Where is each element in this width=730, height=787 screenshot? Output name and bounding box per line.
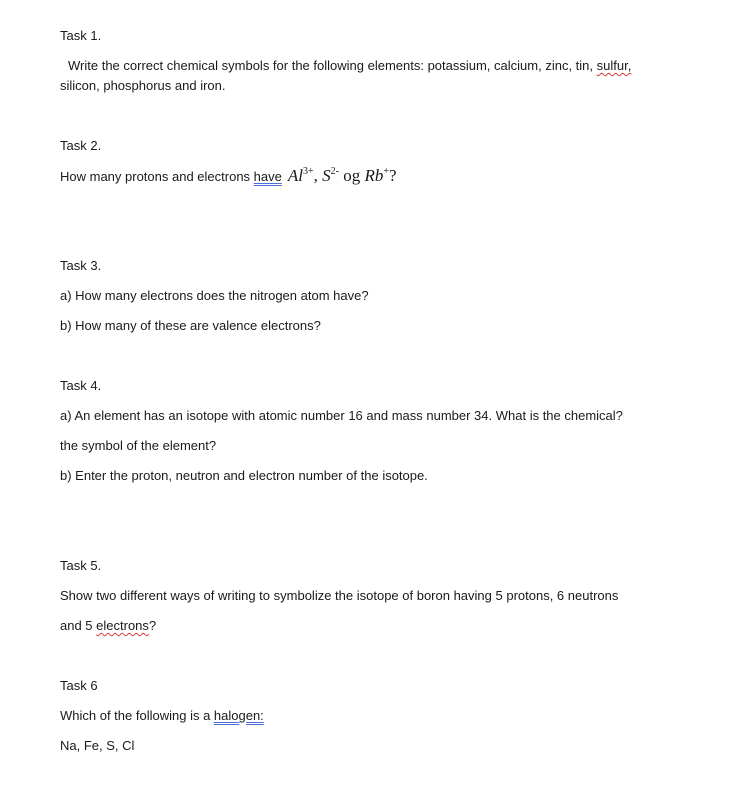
- spellcheck-flag-electrons: electrons: [96, 618, 149, 633]
- task2-question: [60, 166, 397, 187]
- task1-heading: Task 1.: [60, 28, 102, 43]
- task5-text-line2: [60, 618, 156, 634]
- ion-s-charge: 2-: [330, 166, 339, 177]
- ion-formula: [288, 166, 397, 185]
- task4-question-a-continued: the symbol of the element?: [60, 438, 217, 453]
- formula-separator: ,: [313, 166, 323, 185]
- task4-question-b: b) Enter the proton, neutron and electron number of the isotope.: [60, 468, 428, 483]
- ion-rb-symbol: Rb: [364, 166, 384, 185]
- grammar-flag-halogen: halogen:: [213, 708, 264, 723]
- formula-question-mark: ?: [388, 166, 397, 185]
- task2-heading: Task 2.: [60, 138, 102, 153]
- task6-question-text: Which of the following is a: [60, 708, 214, 723]
- task1-text-line1: [68, 58, 631, 74]
- task3-question-b: b) How many of these are valence electrons?: [60, 318, 321, 333]
- task4-question-a: a) An element has an isotope with atomic number 16 and mass number 34. What is the chemical?: [60, 408, 623, 423]
- ion-s-symbol: S: [322, 166, 331, 185]
- task2-question-text: How many protons and electrons: [60, 169, 254, 184]
- formula-conjunction: og: [338, 166, 365, 185]
- task6-question: [60, 708, 264, 724]
- task6-options: Na, Fe, S, Cl: [60, 738, 135, 753]
- task1-text: Write the correct chemical symbols for the following elements: potassium, calcium, zinc, tin,: [68, 58, 597, 73]
- task3-heading: Task 3.: [60, 258, 102, 273]
- ion-rb-charge: +: [383, 166, 389, 177]
- task5-question-mark: ?: [148, 618, 157, 633]
- task5-text: and 5: [60, 618, 97, 633]
- ion-al-symbol: Al: [287, 166, 303, 185]
- ion-al-charge: 3+: [302, 166, 314, 177]
- grammar-flag-have: have: [253, 169, 282, 184]
- task5-heading: Task 5.: [60, 558, 102, 573]
- task4-heading: Task 4.: [60, 378, 102, 393]
- task5-text-line1: Show two different ways of writing to symbolize the isotope of boron having 5 protons, 6 neutrons: [60, 588, 619, 603]
- spellcheck-flag-sulfur: sulfur,: [596, 58, 632, 73]
- task1-text-line2: silicon, phosphorus and iron.: [60, 78, 226, 93]
- task6-heading: Task 6: [60, 678, 98, 693]
- task3-question-a: a) How many electrons does the nitrogen atom have?: [60, 288, 369, 303]
